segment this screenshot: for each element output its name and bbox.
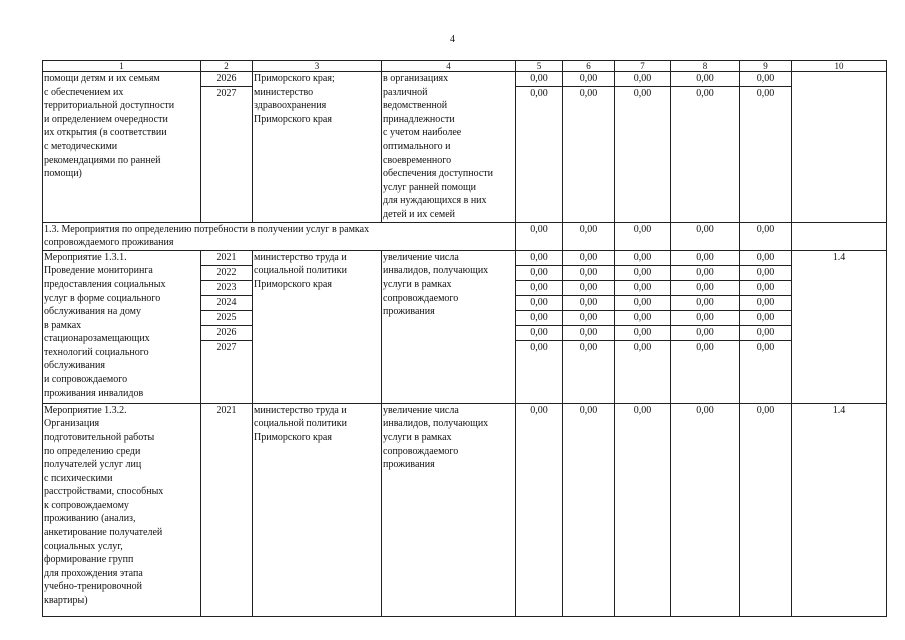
event-name-cell: Мероприятие 1.3.1. Проведение мониторинга предоставления социальных услуг в форме социального обслуживания на дому в рамках стационарозамещающих технологий социального обслуживания и сопровождаемого проживания инвалидов bbox=[43, 250, 201, 403]
value-cell bbox=[671, 250, 740, 403]
value-cell bbox=[516, 250, 563, 403]
value-cell-line: 0,00 bbox=[633, 88, 652, 99]
value-cell-line: 0,00 bbox=[756, 88, 775, 99]
table-row bbox=[43, 222, 887, 250]
value-cell bbox=[615, 403, 671, 616]
value-cell-line: 0,00 bbox=[696, 341, 714, 353]
value-cell bbox=[740, 72, 792, 223]
value-cell: 0,00 bbox=[671, 222, 740, 250]
value-cell-line: 0,00 bbox=[615, 72, 670, 87]
value-cell-line: 0,00 bbox=[756, 404, 775, 416]
value-cell-line: 0,00 bbox=[516, 72, 562, 87]
value-cell-line: 0,00 bbox=[563, 72, 614, 87]
executor-cell: Приморского края; министерство здравоохранения Приморского края bbox=[253, 72, 382, 223]
value-cell-line: 0,00 bbox=[615, 311, 670, 326]
value-cell: 0,00 bbox=[563, 222, 615, 250]
value-cell-line: 0,00 bbox=[530, 404, 548, 416]
value-cell-line: 0,00 bbox=[516, 326, 562, 341]
value-cell-line: 0,00 bbox=[740, 72, 791, 87]
value-cell-line: 0,00 bbox=[740, 251, 791, 266]
header-cell: 5 bbox=[516, 61, 563, 72]
value-cell-line: 0,00 bbox=[579, 341, 598, 353]
value-cell bbox=[615, 72, 671, 223]
value-cell-line: 0,00 bbox=[740, 266, 791, 281]
goal-ref-cell bbox=[792, 222, 887, 250]
header-cell: 10 bbox=[792, 61, 887, 72]
value-cell-line: 0,00 bbox=[671, 326, 739, 341]
value-cell-line: 0,00 bbox=[516, 266, 562, 281]
value-cell-line: 0,00 bbox=[563, 311, 614, 326]
value-cell-line: 0,00 bbox=[563, 251, 614, 266]
value-cell-line: 0,00 bbox=[615, 296, 670, 311]
year-cell-line: 2027 bbox=[216, 88, 237, 99]
year-cell-line: 2025 bbox=[201, 311, 252, 326]
result-cell: увеличение числа инвалидов, получающих услуги в рамках сопровождаемого проживания bbox=[382, 250, 516, 403]
value-cell-line: 0,00 bbox=[671, 72, 739, 87]
value-cell-line: 0,00 bbox=[563, 296, 614, 311]
value-cell-line: 0,00 bbox=[740, 326, 791, 341]
event-name-cell: помощи детям и их семьям с обеспечением их территориальной доступности и определением очередности их открытия (в соответствии с методическими рекомендациями по ранней помощи) bbox=[43, 72, 201, 223]
header-row bbox=[43, 61, 887, 72]
value-cell bbox=[516, 403, 563, 616]
year-cell bbox=[201, 250, 253, 403]
year-cell-line: 2021 bbox=[216, 404, 237, 416]
program-table bbox=[42, 60, 887, 617]
year-cell-line: 2022 bbox=[201, 266, 252, 281]
value-cell-line: 0,00 bbox=[696, 88, 714, 99]
page-number: 4 bbox=[450, 34, 455, 45]
header-cell: 8 bbox=[671, 61, 740, 72]
value-cell-line: 0,00 bbox=[516, 251, 562, 266]
value-cell-line: 0,00 bbox=[696, 404, 714, 416]
header-cell: 1 bbox=[43, 61, 201, 72]
result-cell: увеличение числа инвалидов, получающих услуги в рамках сопровождаемого проживания bbox=[382, 403, 516, 616]
value-cell-line: 0,00 bbox=[671, 296, 739, 311]
value-cell-line: 0,00 bbox=[579, 88, 598, 99]
result-cell: в организациях различной ведомственной принадлежности с учетом наиболее оптимального и своевременного обеспечения доступности услуг ранней помощи для нуждающихся в них детей и их семей bbox=[382, 72, 516, 223]
value-cell-line: 0,00 bbox=[563, 326, 614, 341]
executor-cell: министерство труда и социальной политики Приморского края bbox=[253, 250, 382, 403]
value-cell-line: 0,00 bbox=[516, 281, 562, 296]
table-row bbox=[43, 72, 887, 223]
year-cell-line: 2021 bbox=[201, 251, 252, 266]
executor-cell: министерство труда и социальной политики Приморского края bbox=[253, 403, 382, 616]
header-cell: 4 bbox=[382, 61, 516, 72]
value-cell-line: 0,00 bbox=[516, 296, 562, 311]
year-cell-line: 2024 bbox=[201, 296, 252, 311]
value-cell bbox=[563, 403, 615, 616]
value-cell: 0,00 bbox=[615, 222, 671, 250]
value-cell-line: 0,00 bbox=[615, 281, 670, 296]
header-cell: 9 bbox=[740, 61, 792, 72]
value-cell-line: 0,00 bbox=[671, 266, 739, 281]
value-cell-line: 0,00 bbox=[579, 404, 598, 416]
value-cell-line: 0,00 bbox=[671, 251, 739, 266]
value-cell bbox=[563, 250, 615, 403]
table-row bbox=[43, 403, 887, 616]
header-cell: 6 bbox=[563, 61, 615, 72]
event-name-cell: Мероприятие 1.3.2. Организация подготовительной работы по определению среди получателей услуг лиц с психическими расстройствами, способных к сопровождаемому проживанию (анализ, анкетирование получателей социальных услуг, формирование групп для прохождения этапа учебно-тренировочной квартиры) bbox=[43, 403, 201, 616]
year-cell-line: 2023 bbox=[201, 281, 252, 296]
value-cell-line: 0,00 bbox=[756, 341, 775, 353]
year-cell bbox=[201, 72, 253, 223]
value-cell-line: 0,00 bbox=[740, 311, 791, 326]
value-cell-line: 0,00 bbox=[615, 266, 670, 281]
goal-ref-cell bbox=[792, 72, 887, 223]
year-cell-line: 2027 bbox=[216, 341, 237, 353]
year-cell bbox=[201, 403, 253, 616]
value-cell bbox=[671, 403, 740, 616]
value-cell bbox=[671, 72, 740, 223]
value-cell-line: 0,00 bbox=[740, 296, 791, 311]
value-cell bbox=[516, 72, 563, 223]
value-cell-line: 0,00 bbox=[633, 404, 652, 416]
year-cell-line: 2026 bbox=[201, 326, 252, 341]
value-cell-line: 0,00 bbox=[633, 341, 652, 353]
value-cell-line: 0,00 bbox=[563, 266, 614, 281]
header-cell: 7 bbox=[615, 61, 671, 72]
value-cell-line: 0,00 bbox=[516, 311, 562, 326]
value-cell bbox=[563, 72, 615, 223]
section-title: 1.3. Мероприятия по определению потребности в получении услуг в рамках сопровождаемого проживания bbox=[43, 222, 516, 250]
value-cell-line: 0,00 bbox=[671, 311, 739, 326]
header-cell: 2 bbox=[201, 61, 253, 72]
value-cell-line: 0,00 bbox=[530, 341, 548, 353]
year-cell-line: 2026 bbox=[201, 72, 252, 87]
value-cell-line: 0,00 bbox=[740, 281, 791, 296]
value-cell-line: 0,00 bbox=[615, 326, 670, 341]
value-cell-line: 0,00 bbox=[671, 281, 739, 296]
goal-ref-cell: 1.4 bbox=[792, 250, 887, 403]
value-cell bbox=[740, 403, 792, 616]
header-cell: 3 bbox=[253, 61, 382, 72]
table-row bbox=[43, 250, 887, 403]
value-cell bbox=[740, 250, 792, 403]
value-cell: 0,00 bbox=[516, 222, 563, 250]
value-cell: 0,00 bbox=[740, 222, 792, 250]
value-cell-line: 0,00 bbox=[530, 88, 548, 99]
value-cell-line: 0,00 bbox=[563, 281, 614, 296]
value-cell bbox=[615, 250, 671, 403]
value-cell-line: 0,00 bbox=[615, 251, 670, 266]
goal-ref-cell: 1.4 bbox=[792, 403, 887, 616]
